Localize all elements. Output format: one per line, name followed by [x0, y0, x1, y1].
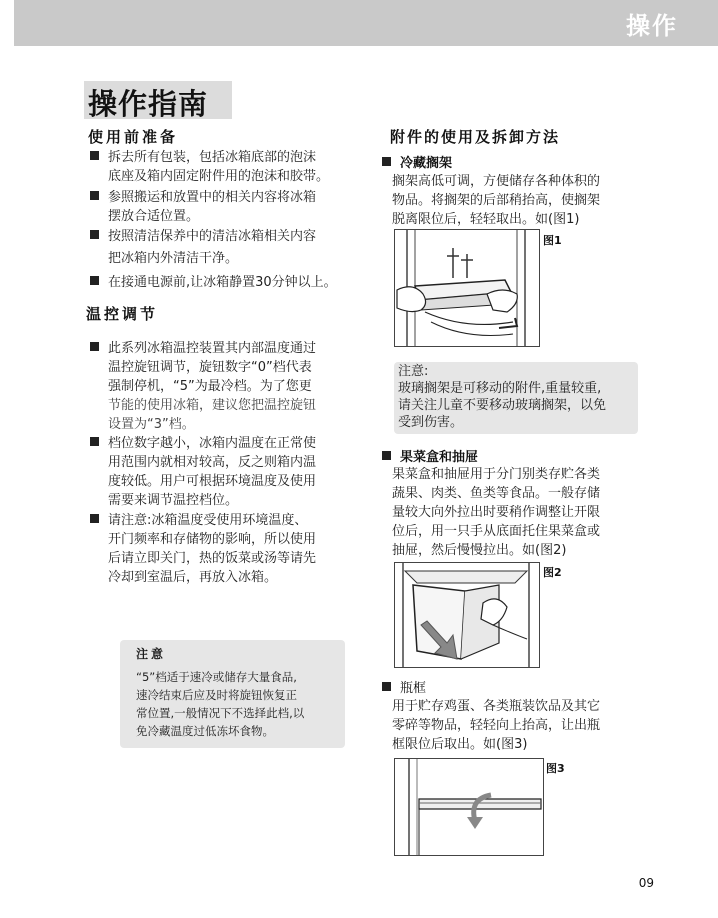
bottle-description: 用于贮存鸡蛋、各类瓶装饮品及其它 零碎等物品，轻轻向上抬高，让出瓶 框限位后取出。如(图3) [392, 699, 601, 752]
prep-item-2: 参照搬运和放置中的相关内容将冰箱 摆放合适位置。 [90, 188, 380, 226]
bullet-square-icon [382, 157, 391, 166]
figure-1 [394, 229, 540, 347]
header-bar [14, 0, 718, 46]
figure-3-label: 图3 [546, 762, 565, 775]
bullet-square-icon [90, 276, 99, 285]
bullet-square-icon [90, 230, 99, 239]
prep-heading: 使用前准备 [88, 128, 179, 146]
temp-item-3: 请注意:冰箱温度受使用环境温度、 开门频率和存储物的影响，所以使用 后请立即关门，热的饭菜或汤等请先 冷却到室温后，再放入冰箱。 [90, 511, 380, 587]
crisper-title: 果菜盒和抽屉 [382, 446, 478, 465]
figure-2 [394, 562, 540, 668]
prep-item-4: 在接通电源前,让冰箱静置30分钟以上。 [90, 273, 380, 292]
bullet-square-icon [90, 151, 99, 160]
bullet-square-icon [90, 342, 99, 351]
temp-item-2: 档位数字越小，冰箱内温度在正常使 用范围内就相对较高，反之则箱内温 度较低。用户可根据环境温度及使用 需要来调节温控档位。 [90, 434, 380, 510]
prep-item-3: 按照清洁保养中的清洁冰箱相关内容 把冰箱内外清洁干净。 [90, 227, 380, 268]
temp-item-1: 此系列冰箱温控装置其内部温度通过 温控旋钮调节，旋钮数字“0”档代表 强制停机，“5”为最冷档。为了您更 节能的使用冰箱，建议您把温控旋钮 设置为“3”档。 [90, 339, 380, 434]
bullet-square-icon [90, 514, 99, 523]
figure-2-label: 图2 [543, 566, 562, 579]
figure-1-label: 图1 [543, 234, 562, 247]
prep-item-1: 拆去所有包装，包括冰箱底部的泡沫 底座及箱内固定附件用的泡沫和胶带。 [90, 148, 380, 186]
figure-3 [394, 758, 544, 856]
shelf-illustration [395, 230, 539, 346]
crisper-description: 果菜盒和抽屉用于分门别类存贮各类 蔬果、肉类、鱼类等食品。一般存储 量较大向外拉出时要稍作调整让开限 位后，用一只手从底面托住果菜盒或 抽屉，然后慢慢拉出。如(图2) [392, 467, 601, 558]
page-number: 09 [638, 876, 654, 890]
notice-text: 注意: 玻璃搁架是可移动的附件,重量较重, 请关注儿童不要移动玻璃搁架，以免 受到伤害。 [398, 364, 607, 430]
note-body: “5”档适于速冷或储存大量食品, 速冷结束后应及时将旋钮恢复正 常位置,一般情况下不选择此档,以 免冷藏温度过低冻坏食物。 [136, 670, 305, 738]
bullet-square-icon [382, 682, 391, 691]
accessories-heading: 附件的使用及拆卸方法 [390, 128, 561, 146]
section-title: 操作 [626, 12, 678, 40]
shelf-title: 冷藏搁架 [382, 152, 452, 171]
bullet-square-icon [90, 191, 99, 200]
note-title: 注意 [136, 647, 167, 661]
bullet-square-icon [382, 451, 391, 460]
bullet-square-icon [90, 437, 99, 446]
shelf-description: 搁架高低可调，方便储存各种体积的 物品。将搁架的后部稍抬高，使搁架 脱离限位后，轻轻取出。如(图1) [392, 174, 601, 227]
bottle-rack-illustration [395, 759, 543, 855]
temp-heading: 温控调节 [86, 305, 159, 323]
page-title: 操作指南 [88, 87, 209, 121]
bottle-title: 瓶框 [382, 677, 426, 696]
crisper-drawer-illustration [395, 563, 539, 667]
